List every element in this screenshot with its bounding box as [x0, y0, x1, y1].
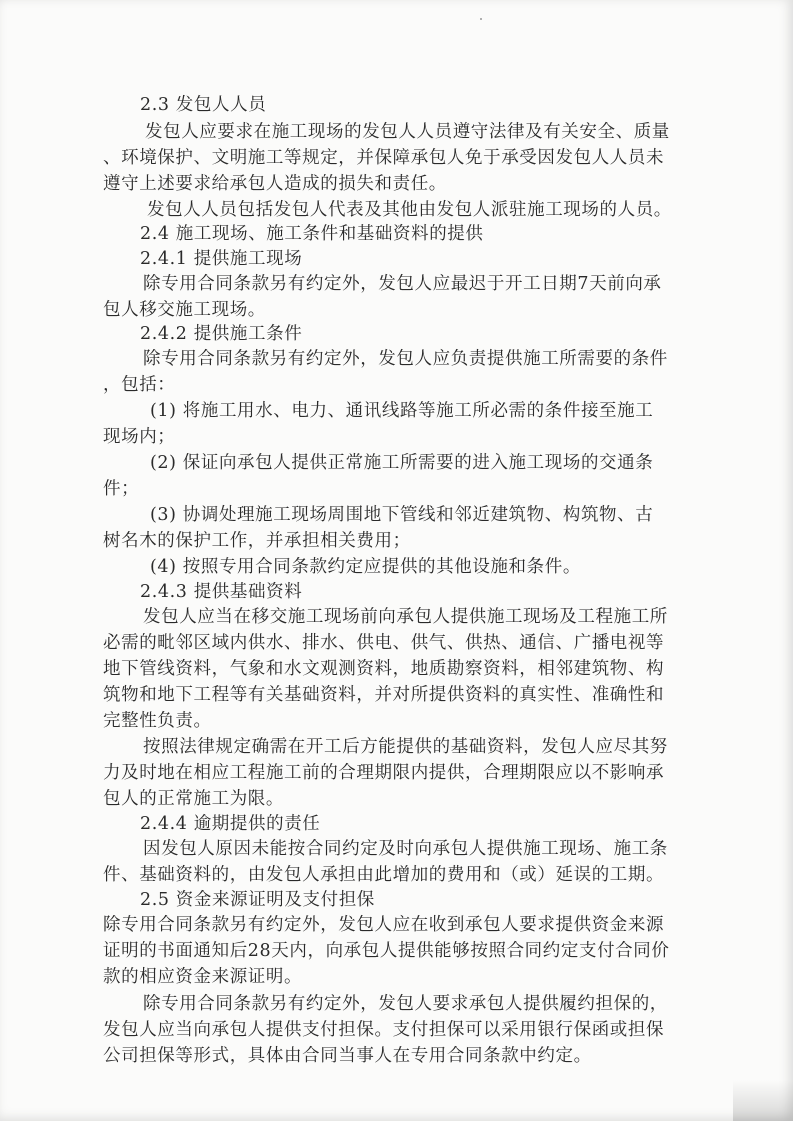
- section-heading-2-3: 2.3 发包人人员: [140, 95, 267, 115]
- section-heading-2-4: 2.4 施工现场、施工条件和基础资料的提供: [140, 224, 484, 244]
- paragraph-line: 地下管线资料，气象和水文观测资料，地质勘察资料，相邻建筑物、构: [103, 659, 665, 679]
- list-item-2-cont: 件；: [103, 479, 140, 499]
- paragraph-line: ，包括：: [103, 375, 176, 395]
- paragraph-line: 因发包人原因未能按合同约定及时向承包人提供施工现场、施工条: [143, 839, 668, 859]
- paragraph-line: 、环境保护、文明施工等规定，并保障承包人免于承受因发包人人员未: [103, 148, 665, 168]
- paragraph-line: 款的相应资金来源证明。: [103, 967, 303, 987]
- paragraph-line: 除专用合同条款另有约定外，发包人应负责提供施工所需要的条件: [143, 349, 668, 369]
- paragraph-line: 除专用合同条款另有约定外，发包人应最迟于开工日期7天前向承: [143, 274, 662, 294]
- paragraph-line: 发包人应要求在施工现场的发包人人员遵守法律及有关安全、质量: [145, 122, 670, 142]
- paragraph-line: 力及时地在相应工程施工前的合理期限内提供，合理期限应以不影响承: [103, 763, 665, 783]
- list-item-4: (4) 按照专用合同条款约定应提供的其他设施和条件。: [150, 557, 581, 577]
- paragraph-line: 除专用合同条款另有约定外，发包人要求承包人提供履约担保的，: [143, 994, 668, 1014]
- paragraph-line: 包人移交施工现场。: [103, 300, 266, 320]
- paragraph-line: 发包人应当在移交施工现场前向承包人提供施工现场及工程施工所: [143, 607, 668, 627]
- scan-shadow: [733, 1080, 793, 1121]
- section-heading-2-5: 2.5 资金来源证明及支付担保: [140, 890, 375, 910]
- paragraph-line: 筑物和地下工程等有关基础资料，并对所提供资料的真实性、准确性和: [103, 685, 665, 705]
- subsection-heading-2-4-3: 2.4.3 提供基础资料: [140, 582, 303, 602]
- paragraph-line: 发包人应当向承包人提供支付担保。支付担保可以采用银行保函或担保: [103, 1020, 665, 1040]
- paragraph-line: 遵守上述要求给承包人造成的损失和责任。: [103, 174, 447, 194]
- paragraph-line: 按照法律规定确需在开工后方能提供的基础资料，发包人应尽其努: [143, 737, 668, 757]
- paragraph-line: 除专用合同条款另有约定外，发包人应在收到承包人要求提供资金来源: [103, 915, 665, 935]
- list-item-3-cont: 树名木的保护工作，并承担相关费用；: [103, 531, 411, 551]
- paragraph-line: 发包人人员包括发包人代表及其他由发包人派驻施工现场的人员。: [147, 200, 672, 220]
- paragraph-line: 件、基础资料的，由发包人承担由此增加的费用和（或）延误的工期。: [103, 865, 665, 885]
- paragraph-line: 完整性负责。: [103, 711, 212, 731]
- subsection-heading-2-4-4: 2.4.4 逾期提供的责任: [140, 814, 321, 834]
- subsection-heading-2-4-2: 2.4.2 提供施工条件: [140, 324, 303, 344]
- paragraph-line: 证明的书面通知后28天内，向承包人提供能够按照合同约定支付合同价: [103, 941, 670, 961]
- subsection-heading-2-4-1: 2.4.1 提供施工现场: [140, 249, 303, 269]
- paragraph-line: 包人的正常施工为限。: [103, 789, 284, 809]
- list-item-1-cont: 现场内；: [103, 427, 176, 447]
- paragraph-line: 公司担保等形式，具体由合同当事人在专用合同条款中约定。: [103, 1046, 592, 1066]
- list-item-3: (3) 协调处理施工现场周围地下管线和邻近建筑物、构筑物、古: [150, 505, 654, 525]
- scan-speck: [480, 18, 482, 20]
- paragraph-line: 必需的毗邻区域内供水、排水、供电、供气、供热、通信、广播电视等: [103, 633, 665, 653]
- list-item-2: (2) 保证向承包人提供正常施工所需要的进入施工现场的交通条: [150, 453, 654, 473]
- list-item-1: (1) 将施工用水、电力、通讯线路等施工所必需的条件接至施工: [150, 401, 654, 421]
